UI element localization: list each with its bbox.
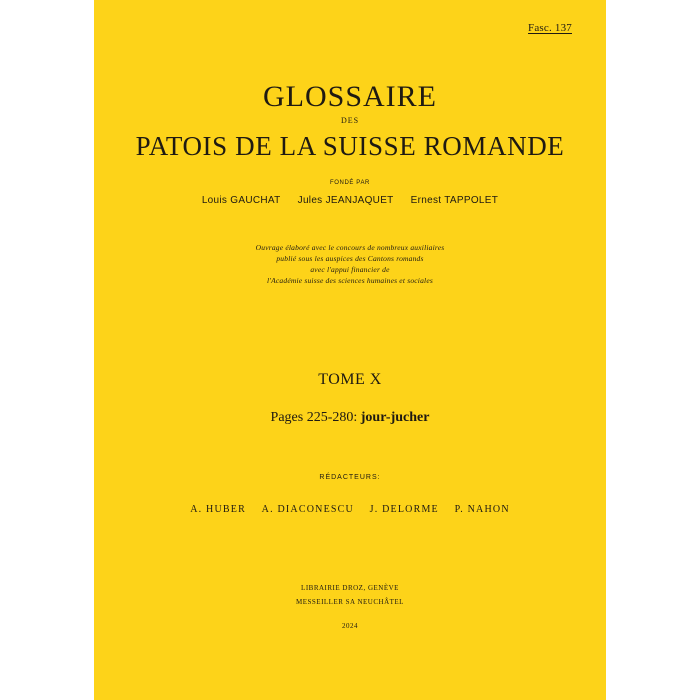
editors-label: RÉDACTEURS: [319,474,381,481]
publisher-block [94,581,606,609]
pages-prefix: Pages 225-280: [270,410,358,425]
pages-info [94,410,606,426]
title-patois: PATOIS DE LA SUISSE ROMANDE [135,131,565,161]
founder-tappolet: Ernest TAPPOLET [410,195,499,206]
founder-jeanjaquet: Jules JEANJAQUET [297,195,394,206]
publisher-line: MESSEILLER SA NEUCHÂTEL [296,598,404,606]
founders-list [94,195,606,206]
title-glossaire: GLOSSAIRE [262,80,437,113]
editors-list [94,504,606,515]
tome-label: TOME X [318,371,382,388]
book-cover [94,0,606,700]
publisher-line: LIBRAIRIE DROZ, GENÈVE [301,584,399,592]
pages-range: jour-jucher [360,410,430,425]
title-des: DES [340,116,360,125]
publication-year: 2024 [342,622,358,630]
fascicle-number: Fasc. 137 [528,22,572,34]
editor-huber: A. HUBER [190,504,246,515]
founded-by-label: FONDÉ PAR [330,180,370,186]
description-line: publié sous les auspices des Cantons romands [276,254,424,263]
founder-gauchat: Louis GAUCHAT [201,195,281,206]
description-line: l'Académie suisse des sciences humaines et sociales [267,276,433,285]
editor-diaconescu: A. DIACONESCU [261,504,354,515]
description-line: Ouvrage élaboré avec le concours de nombreux auxiliaires [255,243,445,252]
description-line: avec l'appui financier de [310,265,390,274]
editor-nahon: P. NAHON [454,504,510,515]
editor-delorme: J. DELORME [369,504,439,515]
description-block [94,242,606,286]
